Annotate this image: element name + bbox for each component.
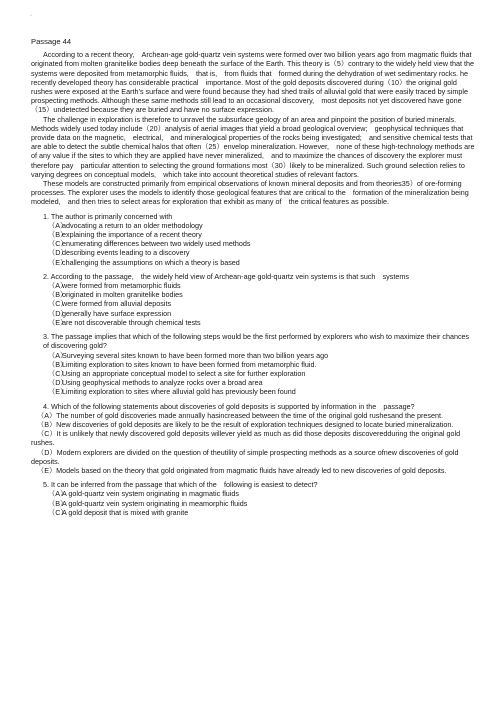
option-letter: （C） (48, 507, 68, 517)
option-text: Models based on the theory that gold originated from magmatic fluids have already led to new discoveries of gold deposits. (56, 465, 447, 475)
option-letter: （D） (48, 248, 68, 258)
option-b (48, 499, 475, 508)
passage-paragraph-3: These models are constructed primarily from empirical observations of known mineral deposits and from theories35）of ore-forming processes. The explorer uses the models to identify those geological features that are critical to the formation of the mineralization being modeled, and then tries to select areas for exploration that exhibit as many of the critical features as possible. (31, 179, 469, 207)
option-list (31, 489, 475, 517)
question-stem: 5. It can be inferred from the passage that which of the following is easiest to detect? (43, 480, 318, 490)
option-text: The number of gold discoveries made annually hasincreased between the time of the original gold rushesand the present. (56, 410, 443, 420)
option-letter: （A） (48, 220, 68, 230)
question-2 (31, 272, 475, 327)
option-letter: （A） (48, 350, 68, 360)
question-3 (31, 332, 475, 396)
option-a (48, 489, 475, 498)
option-c (48, 239, 475, 248)
passage-title: Passage 44 (31, 37, 72, 46)
option-letter: （B） (48, 290, 68, 300)
question-stem: 4. Which of the following statements about discoveries of gold deposits is supported by information in the passage? (43, 401, 415, 411)
question-1 (31, 212, 475, 267)
option-d (31, 448, 475, 466)
option-text: It is unlikely that newly discovered gold deposits willever yield as much as did those deposits discoveredduring the original gold rushes. (31, 429, 461, 448)
question-5 (31, 480, 475, 517)
option-text: A gold-quartz vein system originating in magmatic fluids (62, 489, 239, 499)
question-stem: 1. The author is primarily concerned with (43, 211, 173, 221)
option-letter: （B） (48, 359, 68, 369)
option-text: were formed from alluvial deposits (62, 299, 172, 309)
option-letter: （C） (48, 299, 68, 309)
option-list (31, 351, 475, 397)
option-text: New discoveries of gold deposits are likely to be the result of exploration techniques designed to locate buried mineralization. (56, 419, 454, 429)
option-d (48, 248, 475, 257)
option-text: explaining the importance of a recent theory (62, 230, 202, 240)
option-text: were formed from metamorphic fluids (62, 281, 181, 291)
option-letter: （D） (48, 308, 68, 318)
passage-paragraph-2: The challenge in exploration is therefore to unravel the subsurface geology of an area and pinpoint the position of buried minerals. Methods widely used today include（20）analysis of aerial images that yield a broad geological overview; geophysical techniques that provide data on the magnetic, electrical, and mineralogical properties of the rocks being investigated; and sensitive chemical tests that are able to detect the subtle chemical halos that often（25）envelop mineralization. However, none of these high-technology methods are of any value if the sites to which they are applied have never mineralized, and to maximize the chances of discovery the explorer must therefore pay particular attention to selecting the ground formations most（30）likely to be mineralized. Such ground selection relies to varying degrees on conceptual models, which take into account theoretical studies of relevant factors. (31, 114, 475, 179)
option-text: Limiting exploration to sites known to have been formed from metamorphic fluid. (62, 359, 317, 369)
question-list (31, 212, 475, 517)
option-d (48, 378, 475, 387)
option-letter: （E） (37, 465, 57, 475)
option-letter: （C） (37, 429, 57, 439)
option-text: are not discoverable through chemical tests (62, 317, 201, 327)
option-letter: （C） (48, 368, 68, 378)
option-e (48, 318, 475, 327)
option-text: Using an appropriate conceptual model to select a site for further exploration (62, 368, 306, 378)
option-letter: （A） (37, 410, 57, 420)
option-a (31, 411, 475, 420)
option-c (31, 429, 475, 447)
option-text: enumerating differences between two widely used methods (62, 239, 251, 249)
option-text: A gold-quartz vein system originating in meamorphic fluids (62, 498, 248, 508)
option-text: originated in molten granitelike bodies (62, 290, 183, 300)
option-text: A gold deposit that is mixed with granite (62, 507, 189, 517)
option-letter: （D） (37, 447, 57, 457)
option-text: Modern explorers are divided on the question of theutility of simple prospecting methods as a source ofnew discoveries of gold deposits. (31, 447, 459, 466)
option-b (48, 230, 475, 239)
option-list (31, 281, 475, 327)
corner-mark: ▫ (30, 13, 32, 19)
option-e (31, 466, 475, 475)
question-stem: 2. According to the passage, the widely held view of Archean-age gold-quartz vein systems is that such systems (43, 271, 409, 281)
option-letter: （A） (48, 489, 68, 499)
option-a (48, 281, 475, 290)
option-text: challenging the assumptions on which a theory is based (62, 257, 240, 267)
option-letter: （E） (48, 317, 68, 327)
option-b (31, 420, 475, 429)
option-d (48, 309, 475, 318)
option-letter: （B） (37, 419, 57, 429)
option-text: generally have surface expression (62, 308, 172, 318)
question-4 (31, 402, 475, 476)
option-b (48, 290, 475, 299)
option-list (31, 221, 475, 267)
option-letter: （D） (48, 378, 68, 388)
option-c (48, 508, 475, 517)
option-c (48, 299, 475, 308)
question-stem: 3. The passage implies that which of the following steps would be the first performed by explorers who wish to maximize their chances of discovering gold? (43, 332, 470, 351)
option-letter: （B） (48, 498, 68, 508)
passage-content (31, 37, 475, 517)
option-letter: （E） (48, 387, 68, 397)
option-e (48, 387, 475, 396)
option-e (48, 258, 475, 267)
option-text: describing events leading to a discovery (62, 248, 190, 258)
option-text: Surveying several sites known to have been formed more than two billion years ago (62, 350, 329, 360)
option-list (31, 411, 475, 475)
option-b (48, 360, 475, 369)
option-letter: （C） (48, 239, 68, 249)
option-letter: （A） (48, 281, 68, 291)
option-c (48, 369, 475, 378)
option-text: advocating a return to an older methodology (62, 220, 203, 230)
option-letter: （E） (48, 257, 68, 267)
passage-paragraph-1: According to a recent theory, Archean-age gold-quartz vein systems were formed over two billion years ago from magmatic fluids that originated from molten granitelike bodies deep beneath the surface of the Earth. This theory is（5）contrary to the widely held view that the systems were deposited from metamorphic fluids, that is, from fluids that formed during the dehydration of wet sedimentary rocks. he recently developed theory has considerable practical importance. Most of the gold deposits discovered during（10）the original gold rushes were exposed at the Earth’s surface and were found because they had shed trails of alluvial gold that were easily traced by simple prospecting methods. Although these same methods still lead to an occasional discovery, most deposits not yet discovered have gone（15）undetected because they are buried and have no surface expression. (31, 50, 474, 115)
option-a (48, 351, 475, 360)
option-letter: （B） (48, 230, 68, 240)
option-a (48, 221, 475, 230)
option-text: Using geophysical methods to analyze rocks over a broad area (62, 378, 263, 388)
option-text: Limiting exploration to sites where alluvial gold has previously been found (62, 387, 296, 397)
